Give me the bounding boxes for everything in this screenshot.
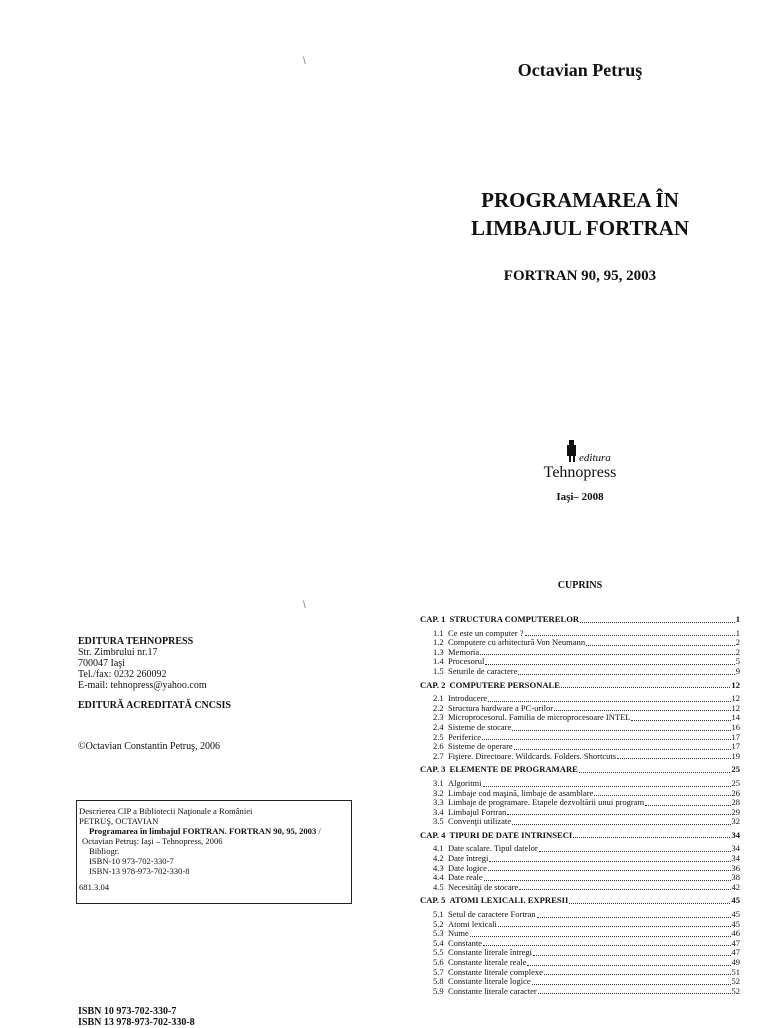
toc-title: Algoritmi [448,778,482,788]
toc-leader-dots [527,965,730,966]
toc-leader-dots [514,749,731,750]
toc-page-number: 32 [731,816,740,827]
toc-title: Setul de caractere Fortran [448,910,536,920]
isbn-footer-10: ISBN 10 973-702-330-7 [78,1006,177,1017]
publisher-city: 700047 Iaşi [78,658,125,669]
toc-leader-dots [537,917,731,918]
toc-title: Constante literale reale [448,958,527,967]
toc-number: 2.5 [433,731,444,742]
toc-chapter [420,681,740,691]
toc-number: 2.2 [433,702,444,713]
toc-title: Computere cu arhitectură Von Neumann [448,638,586,648]
toc-leader-dots [507,814,730,815]
book-title-line-2: LIMBAJUL FORTRAN [470,216,690,240]
book-title-line-1: PROGRAMAREA ÎN [481,188,679,212]
toc-page-number: 1 [735,627,740,638]
publisher-name: EDITURA TEHNOPRESS [78,636,194,647]
toc-page-number: 46 [731,928,740,939]
toc-leader-dots [519,889,730,890]
toc-number: CAP. 5 [420,895,446,906]
toc-leader-dots [580,622,735,623]
toc-title: Periferice [448,732,482,742]
toc-title: Sisteme de operare [448,742,513,752]
toc-leader-dots [586,645,735,646]
accreditation-note: EDITURĂ ACREDITATĂ CNCSIS [78,700,231,711]
toc-section [420,733,740,743]
toc-number: 2.6 [433,741,444,752]
toc-leader-dots [631,720,730,721]
toc-leader-dots [544,974,731,975]
toc-title: STRUCTURA COMPUTERELOR [449,615,580,624]
toc-leader-dots [518,674,734,675]
toc-page-number: 2 [735,637,740,648]
toc-page-number: 12 [731,679,740,690]
toc-number: CAP. 1 [420,614,446,624]
toc-title: Constante literale întregi [448,948,533,958]
toc-number: 5.3 [433,928,444,939]
toc-title: Nume [448,929,469,939]
toc-number: CAP. 4 [420,829,446,840]
toc-section [420,648,740,658]
toc-leader-dots [488,701,730,702]
toc-number: 5.9 [433,985,444,996]
toc-number: 3.3 [433,797,444,808]
book-title [400,186,760,242]
book-author: Octavian Petruş [517,60,643,80]
toc-number: 2.1 [433,693,444,704]
toc-section [420,939,740,949]
isbn-footer-13: ISBN 13 978-973-702-330-8 [78,1017,195,1028]
toc-section [420,977,740,987]
toc-number: 5.2 [433,918,444,929]
cip-isbn10: ISBN-10 973-702-330-7 [89,856,174,866]
publisher-phone: Tel./fax: 0232 260092 [78,669,167,680]
toc-title: Sisteme de stocare [448,722,512,732]
toc-leader-dots [579,772,731,773]
toc-leader-dots [470,936,731,937]
toc-leader-dots [512,730,730,731]
toc-title: Convenţii utilizate [448,817,512,827]
toc-leader-dots [488,870,731,871]
toc-section [420,779,740,789]
toc-page-number: 34 [731,853,740,864]
toc-title: Atomi lexicali [448,919,497,929]
toc-leader-dots [489,861,730,862]
toc-section [420,910,740,920]
toc-page-number: 29 [731,806,740,817]
isbn-footer [78,1006,195,1028]
toc-section [420,723,740,733]
toc-page-number: 14 [731,712,740,723]
toc-number: 1.4 [433,656,444,667]
toc-section [420,883,740,893]
toc-number: 3.4 [433,806,444,817]
cip-record-box [76,800,352,904]
toc-section [420,629,740,639]
toc-number: 4.3 [433,862,444,873]
toc-section [420,948,740,958]
toc-leader-dots [532,984,731,985]
toc-page-number: 12 [731,702,740,713]
toc-title: Constante literale caracter [448,986,537,996]
toc-section [420,873,740,883]
toc-title: Date scalare. Tipul datelor [448,844,538,854]
cip-classification: 681.3.04 [79,882,110,892]
toc-title: ELEMENTE DE PROGRAMARE [449,765,578,775]
toc-title: Procesorul [448,657,485,667]
toc-page-number: 52 [731,976,740,987]
toc-number: 2.3 [433,712,444,723]
toc-section [420,968,740,978]
toc-section [420,694,740,704]
scan-mark: \ [303,56,306,67]
toc-leader-dots [482,739,730,740]
toc-section [420,864,740,874]
toc-leader-dots [484,880,731,881]
cip-statement: Octavian Petruş: Iaşi – Tehnopress, 2006 [82,836,223,846]
toc-leader-dots [512,824,730,825]
toc-number: 5.8 [433,976,444,987]
toc-page-number: 42 [731,881,740,892]
toc-section [420,638,740,648]
toc-number: 3.1 [433,777,444,788]
toc-title: Limbajul Fortran [448,807,507,817]
toc-chapter [420,765,740,775]
toc-page-number: 19 [731,750,740,761]
toc-number: 5.4 [433,937,444,948]
toc-number: 3.5 [433,816,444,827]
toc-page-number: 45 [731,909,740,920]
toc-page-number: 45 [731,918,740,929]
toc-page-number: 45 [731,895,740,906]
toc-section [420,987,740,997]
toc-leader-dots [485,664,734,665]
toc-leader-dots [645,805,730,806]
toc-number: 2.4 [433,721,444,732]
toc-leader-dots [594,795,730,796]
toc-leader-dots [533,955,730,956]
toc-number: 3.2 [433,787,444,798]
cip-heading: Descrierea CIP a Bibliotecii Naţionale a României [79,806,253,816]
toc-leader-dots [480,654,735,655]
toc-page-number: 36 [731,862,740,873]
publisher-street: Str. Zimbrului nr.17 [78,647,158,658]
toc-leader-dots [617,758,730,759]
toc-page-number: 49 [731,957,740,967]
toc-title: COMPUTERE PERSONALE [449,680,561,690]
publisher-emblem-icon [565,440,579,462]
toc-leader-dots [498,926,731,927]
cip-title: Programarea în limbajul FORTRAN. FORTRAN 90, 95, 2003 [89,826,317,836]
toc-section [420,752,740,762]
publisher-logo [520,440,640,484]
toc-page-number: 34 [731,843,740,854]
toc-number: CAP. 2 [420,679,446,690]
toc-section [420,929,740,939]
toc-leader-dots [561,687,730,688]
toc-page-number: 25 [731,764,740,775]
toc-section [420,657,740,667]
toc-title: Necesităţi de stocare [448,882,519,892]
toc-leader-dots [569,903,730,904]
toc-chapter [420,896,740,906]
publisher-address-block [78,636,358,691]
toc-section [420,798,740,808]
copyright-line: ©Octavian Constantin Petruş, 2006 [78,741,221,752]
toc-page-number: 25 [731,777,740,788]
toc-leader-dots [483,945,731,946]
toc-page-number: 38 [731,872,740,883]
toc-section [420,808,740,818]
toc-page-number: 26 [731,787,740,798]
toc-page-number: 17 [731,741,740,752]
cip-title-suffix: / [316,826,321,836]
toc-title: Constante literale complexe [448,967,543,977]
toc-title: Fişiere. Directoare. Wildcards. Folders. Shortcuts [448,751,617,761]
toc-section [420,667,740,677]
toc-number: 5.5 [433,947,444,958]
toc-title: Date întregi [448,854,489,864]
cip-bibliography: Bibliogr. [89,846,120,856]
toc-leader-dots [525,635,735,636]
toc-page-number: 47 [731,947,740,958]
toc-title: Date reale [448,873,483,883]
toc-leader-dots [483,786,731,787]
toc-chapter [420,831,740,841]
toc-number: 4.5 [433,881,444,892]
logo-publisher-name: Tehnopress [543,464,617,481]
toc-title: Date logice [448,863,487,873]
toc-leader-dots [538,993,731,994]
toc-number: 1.5 [433,665,444,676]
toc-section [420,958,740,968]
toc-number: 4.2 [433,853,444,864]
toc-page-number: 52 [731,985,740,996]
logo-small-text: editura [579,452,611,464]
toc-number: 2.7 [433,750,444,761]
toc-number: 4.1 [433,843,444,854]
toc-page-number: 1 [735,614,740,624]
toc-title: Microprocesorul. Familia de microprocesoare INTEL [448,713,631,723]
toc-leader-dots [554,710,730,711]
toc-leader-dots [539,851,731,852]
toc-title: Structura hardware a PC-urilor [448,703,554,713]
toc-title: Seturile de caractere [448,666,518,676]
toc-section [420,789,740,799]
toc-section [420,854,740,864]
toc-page-number: 5 [735,656,740,667]
toc-page-number: 9 [735,665,740,676]
toc-page-number: 47 [731,937,740,948]
cip-title-line [79,826,351,836]
toc-title: Ce este un computer ? [448,628,524,638]
toc-title: Constante [448,938,482,948]
toc-title: Introducere [448,694,488,704]
toc-section [420,817,740,827]
toc-section [420,920,740,930]
toc-leader-dots [573,837,730,838]
toc-number: 5.6 [433,957,444,967]
table-of-contents [420,611,740,996]
toc-section [420,713,740,723]
toc-page-number: 28 [731,797,740,808]
toc-number: CAP. 3 [420,764,446,775]
cip-author: PETRUŞ, OCTAVIAN [79,816,159,826]
book-subtitle: FORTRAN 90, 95, 2003 [503,268,657,284]
toc-number: 5.7 [433,966,444,977]
toc-section [420,742,740,752]
toc-number: 1.2 [433,637,444,648]
cip-isbn13: ISBN-13 978-973-702-330-8 [89,866,190,876]
toc-title: Limbaje cod maşină, limbaje de asamblare [448,788,594,798]
toc-page-number: 34 [731,829,740,840]
publisher-email: E-mail: tehnopress@yahoo.com [78,680,207,691]
toc-page-number: 16 [731,721,740,732]
toc-number: 5.1 [433,909,444,920]
toc-chapter [420,615,740,625]
toc-title: Memoria [448,647,480,657]
toc-title: TIPURI DE DATE INTRINSECI [449,830,573,840]
place-year: Iaşi– 2008 [556,491,604,503]
toc-number: 1.3 [433,646,444,657]
toc-title: ATOMI LEXICALI. EXPRESII [449,896,569,906]
toc-page-number: 2 [735,646,740,657]
toc-page-number: 12 [731,693,740,704]
toc-title: Constante literale logice [448,977,531,987]
toc-section [420,704,740,714]
toc-title: Limbaje de programare. Etapele dezvoltării unui program [448,798,645,808]
toc-page-number: 17 [731,731,740,742]
scan-mark: \ [303,600,306,611]
toc-number: 1.1 [433,627,444,638]
toc-page-number: 51 [731,966,740,977]
toc-heading: CUPRINS [557,580,603,591]
toc-number: 4.4 [433,872,444,883]
toc-section [420,844,740,854]
